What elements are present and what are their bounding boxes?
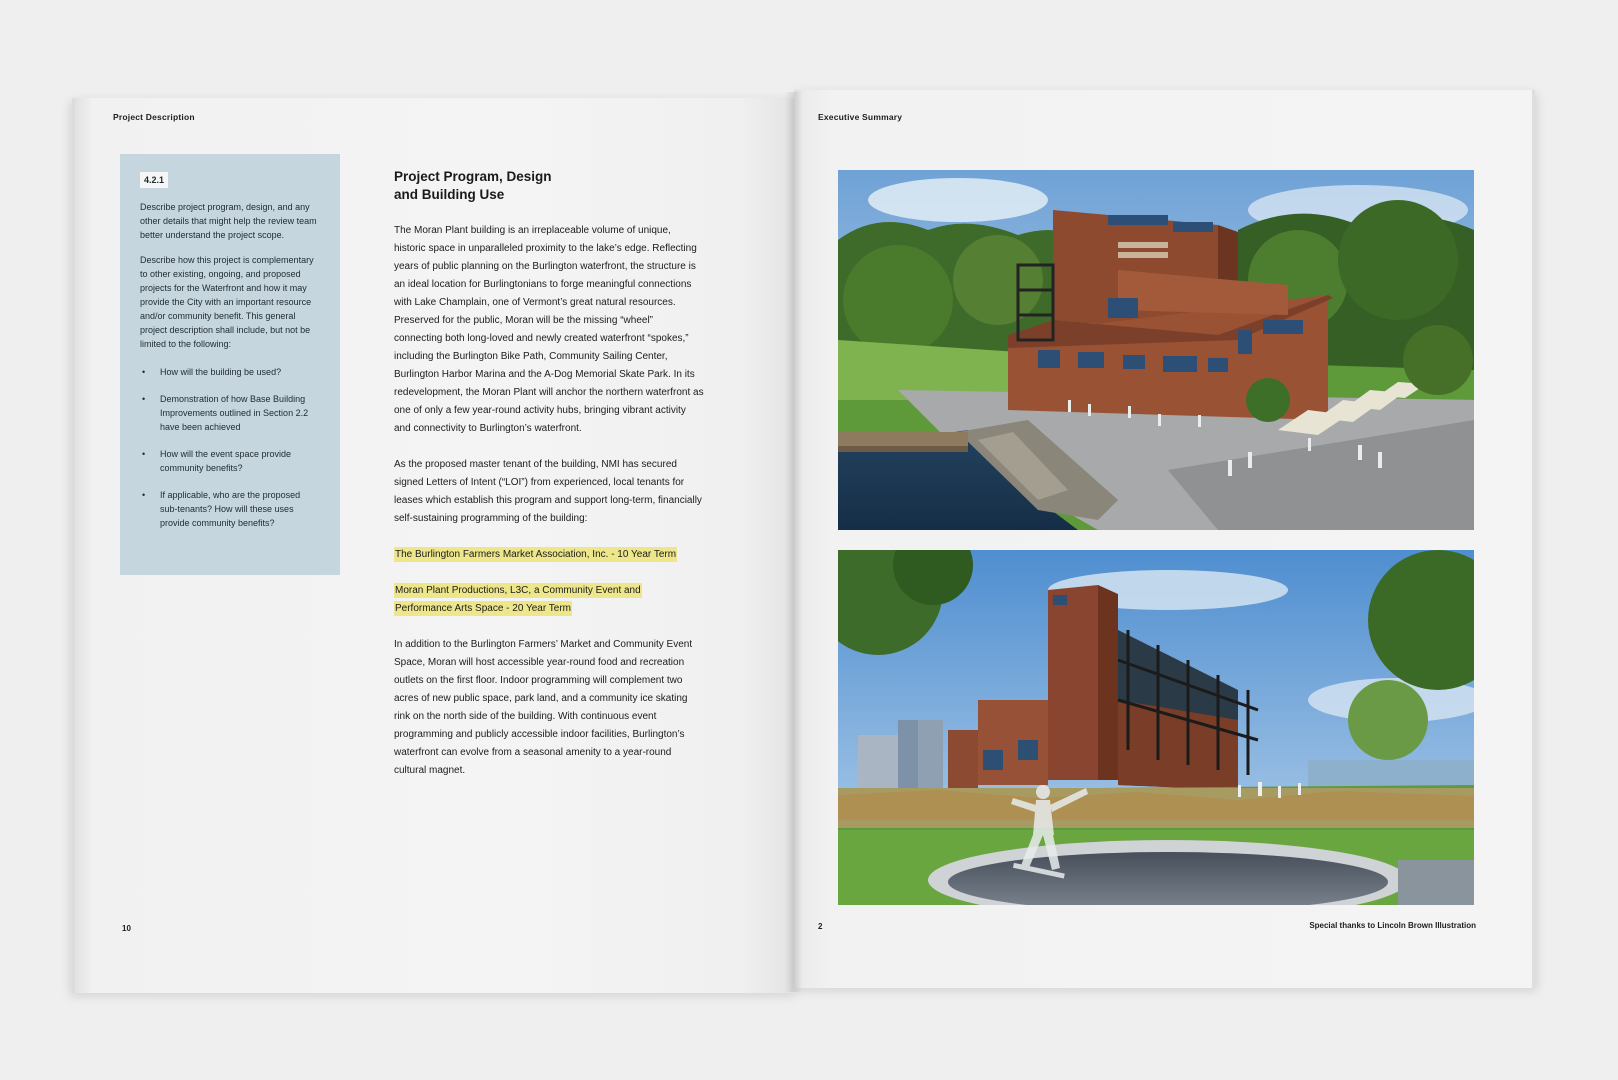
sidebar-bullet-list — [140, 365, 320, 530]
article-title — [394, 168, 704, 204]
sidebar-prompt-box — [120, 154, 340, 575]
article-body — [394, 168, 704, 798]
list-item-text: If applicable, who are the proposed sub-tenants? How will these uses provide community benefits? — [160, 490, 301, 528]
building-aerial-rendering — [838, 170, 1474, 530]
sidebar-paragraph: Describe project program, design, and any other details that might help the review team better understand the project scope. — [140, 202, 317, 240]
skatepark-rendering-image — [838, 550, 1474, 905]
left-page — [72, 98, 797, 993]
bullet-icon: • — [142, 449, 146, 459]
list-item-text: How will the event space provide community benefits? — [160, 449, 292, 473]
list-item — [140, 488, 320, 530]
page-number-left: 10 — [122, 924, 131, 933]
building-skatepark-rendering — [838, 550, 1474, 905]
article-paragraph: In addition to the Burlington Farmers’ Market and Community Event Space, Moran will host accessible year-round food and recreation outlets on the first floor. Indoor programming will complement two acres of new public space, park land, and a community ice skating rink on the north side of the building. With continuous event programming and publicly accessible indoor facilities, Burlington’s waterfront can evolve from a seasonal amenity to a year-round cultural magnet. — [394, 639, 693, 776]
bullet-icon: • — [142, 490, 146, 500]
highlight-text: The Burlington Farmers Market Association, Inc. - 10 Year Term — [395, 549, 677, 560]
running-head-left: Project Description — [113, 112, 195, 122]
highlighted-tenant — [394, 582, 664, 618]
gutter-shadow — [784, 92, 802, 992]
bullet-icon: • — [142, 394, 146, 404]
right-page — [794, 90, 1535, 988]
page-number-right: 2 — [818, 922, 823, 931]
running-head-right: Executive Summary — [818, 112, 903, 122]
illustration-credit: Special thanks to Lincoln Brown Illustration — [1309, 921, 1476, 930]
list-item-text: Demonstration of how Base Building Improvements outlined in Section 2.2 have been achieved — [160, 394, 309, 432]
bullet-icon: • — [142, 367, 146, 377]
highlighted-tenant — [394, 546, 704, 564]
sidebar-paragraph: Describe how this project is complementary to other existing, ongoing, and proposed projects for the Waterfront and how it may provide the City with an important resource and/or community benefit. This general project description shall include, but not be limited to the following: — [140, 255, 314, 349]
article-paragraph: The Moran Plant building is an irreplaceable volume of unique, historic space in unparalleled proximity to the lake’s edge. Reflecting years of public planning on the Burlington waterfront, the structure is an ideal location for Burlingtonians to forge meaningful connections with Lake Champlain, one of Vermont’s great natural resources. Preserved for the public, Moran will be the missing “wheel” connecting both long-loved and newly created waterfront “spokes,” including the Burlington Bike Path, Community Sailing Center, Burlington Harbor Marina and the A-Dog Memorial Skate Park. In its redevelopment, the Moran Plant will anchor the northern waterfront as one of only a few year-round activity hubs, bringing vibrant activity and connectivity to Burlington’s waterfront. — [394, 225, 704, 434]
list-item — [140, 392, 320, 434]
list-item — [140, 365, 320, 379]
section-number-tag: 4.2.1 — [140, 172, 168, 188]
article-title-line: Project Program, Design — [394, 169, 552, 184]
article-paragraph: As the proposed master tenant of the building, NMI has secured signed Letters of Intent (“LOI”) from experienced, local tenants for leases which establish this program and support long-term, financially self-sustaining programming of the building: — [394, 459, 702, 524]
list-item — [140, 447, 320, 475]
article-title-line: and Building Use — [394, 187, 505, 202]
aerial-rendering-image — [838, 170, 1474, 530]
list-item-text: How will the building be used? — [160, 367, 282, 377]
highlight-text: Moran Plant Productions, L3C, a Community Event and Performance Arts Space - 20 Year Term — [395, 585, 641, 614]
